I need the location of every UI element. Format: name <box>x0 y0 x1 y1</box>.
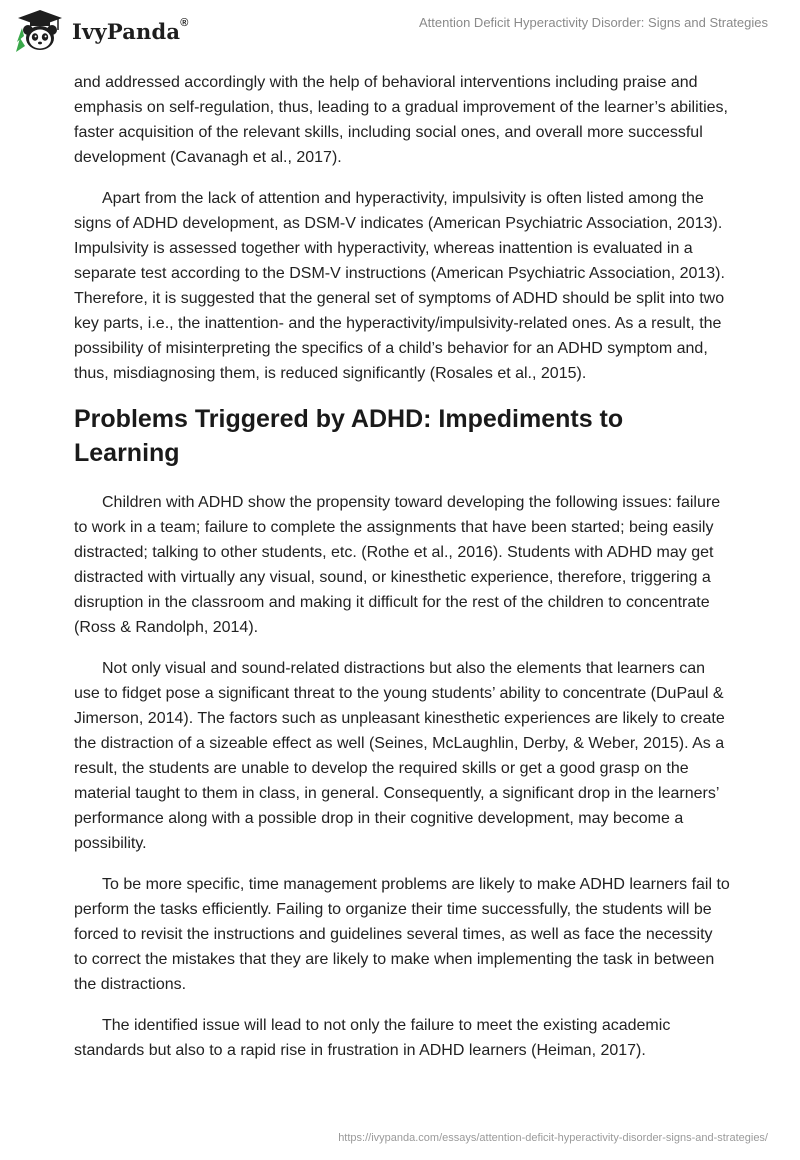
paragraph-1: and addressed accordingly with the help of behavioral interventions including praise and emphasis on self-regulation, thus, leading to a gradual improvement of the learner’s abilities, faster acquisition of the relevant skills, including social ones, and overall more successful development (Cavanagh et al., 2017). <box>74 74 728 166</box>
document-title: Attention Deficit Hyperactivity Disorder: Signs and Strategies <box>419 15 768 30</box>
paragraph-2: Apart from the lack of attention and hyperactivity, impulsivity is often listed among the signs of ADHD development, as DSM-V indicates (American Psychiatric Association, 2013). Impulsivity is assessed together with hyperactivity, whereas inattention is evaluated in a separate test according to the DSM-V instructions (American Psychiatric Association, 2013). Therefore, it is suggested that the general set of symptoms of ADHD should be split into two key parts, i.e., the inattention- and the hyperactivity/impulsivity-related ones. As a result, the possibility of misinterpreting the specifics of a child’s behavior for an ADHD symptom and, thus, misdiagnosing them, is reduced significantly (Rosales et al., 2015). <box>74 190 725 382</box>
essay-content <box>74 70 730 1079</box>
registered-mark: ® <box>180 16 189 29</box>
paragraph-6: The identified issue will lead to not only the failure to meet the existing academic standards but also to a rapid rise in frustration in ADHD learners (Heiman, 2017). <box>74 1017 671 1059</box>
paragraph-4: Not only visual and sound-related distractions but also the elements that learners can use to fidget pose a significant threat to the young students’ ability to concentrate (DuPaul & Jimerson, 2014). The factors such as unpleasant kinesthetic experiences are likely to create the distraction of a sizeable effect as well (Seines, McLaughlin, Derby, & Weber, 2015). As a result, the students are unable to develop the required skills or get a good grasp on the material taught to them in class, in general. Consequently, a significant drop in the learners’ performance along with a possible drop in their cognitive development, may become a possibility. <box>74 660 725 852</box>
panda-graduate-icon <box>14 8 66 54</box>
source-url[interactable]: https://ivypanda.com/essays/attention-deficit-hyperactivity-disorder-signs-and-strategies/ <box>338 1132 768 1144</box>
ivypanda-logo[interactable] <box>14 8 189 54</box>
paragraph-3: Children with ADHD show the propensity toward developing the following issues: failure to work in a team; failure to complete the assignments that have been started; being easily distracted; talking to other students, etc. (Rothe et al., 2016). Students with ADHD may get distracted with virtually any visual, sound, or kinesthetic experience, therefore, triggering a disruption in the classroom and making it difficult for the rest of the children to concentrate (Ross & Randolph, 2014). <box>74 494 721 636</box>
paragraph-5: To be more specific, time management problems are likely to make ADHD learners fail to perform the tasks efficiently. Failing to organize their time successfully, the students will be forced to revisit the instructions and guidelines several times, as well as face the necessity to correct the mistakes that they are likely to make when implementing the task in between the distractions. <box>74 876 730 993</box>
page-header <box>0 0 800 62</box>
brand-name: IvyPanda® <box>72 16 189 44</box>
section-heading: Problems Triggered by ADHD: Impediments to Learning <box>74 405 624 467</box>
